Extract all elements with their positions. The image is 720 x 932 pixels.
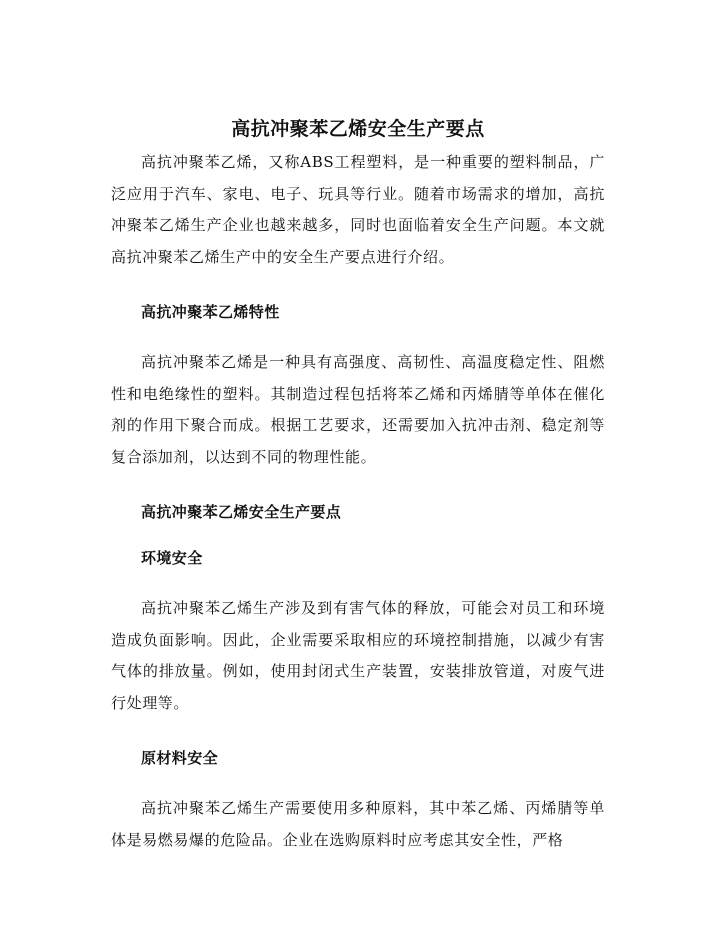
properties-paragraph: 高抗冲聚苯乙烯是一种具有高强度、高韧性、高温度稳定性、阻燃性和电绝缘性的塑料。其制造过程包括将苯乙烯和丙烯腈等单体在催化剂的作用下聚合而成。根据工艺要求，还需要加入抗冲击剂、稳定剂等复合添加剂，以达到不同的物理性能。 <box>111 353 605 466</box>
environment-paragraph: 高抗冲聚苯乙烯生产涉及到有害气体的释放，可能会对员工和环境造成负面影响。因此，企业需要采取相应的环境控制措施，以减少有害气体的排放量。例如，使用封闭式生产装置，安装排放管道，对废气进行处理等。 <box>111 599 605 712</box>
raw-materials-paragraph: 高抗冲聚苯乙烯生产需要使用多种原料，其中苯乙烯、丙烯腈等单体是易燃易爆的危险品。企业在选购原料时应考虑其安全性，严格 <box>111 799 605 849</box>
document-title: 高抗冲聚苯乙烯安全生产要点 <box>231 118 485 140</box>
section-heading-properties: 高抗冲聚苯乙烯特性 <box>141 303 280 321</box>
section-heading-safety-points: 高抗冲聚苯乙烯安全生产要点 <box>141 503 342 521</box>
document-content <box>111 116 605 856</box>
subsection-heading-raw-materials: 原材料安全 <box>141 749 219 767</box>
intro-paragraph: 高抗冲聚苯乙烯，又称ABS工程塑料，是一种重要的塑料制品，广泛应用于汽车、家电、电子、玩具等行业。随着市场需求的增加，高抗冲聚苯乙烯生产企业也越来越多，同时也面临着安全生产问题。本文就高抗冲聚苯乙烯生产中的安全生产要点进行介绍。 <box>111 153 605 266</box>
subsection-heading-environment: 环境安全 <box>141 549 203 567</box>
